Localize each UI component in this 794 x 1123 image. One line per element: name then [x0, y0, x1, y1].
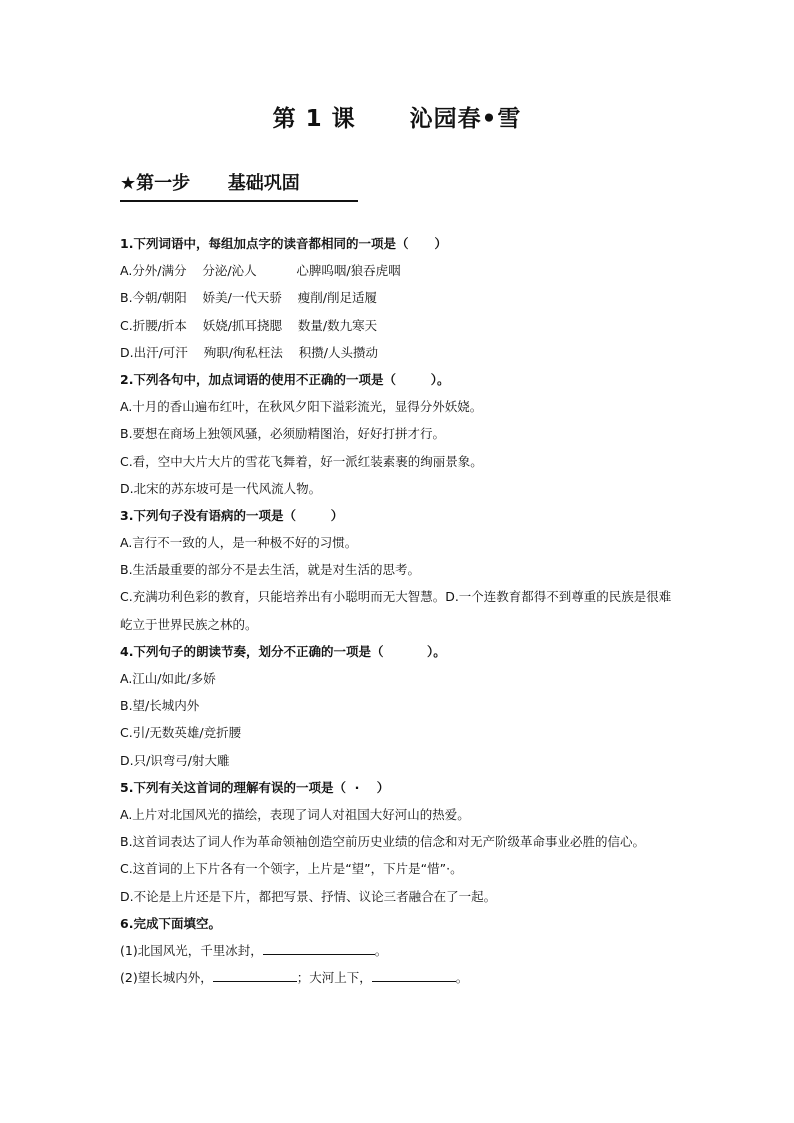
part-1-text: (1)北国风光，千里冰封，	[120, 942, 263, 958]
question-3-option-b: B.生活最重要的部分不是去生活，就是对生活的思考。	[120, 562, 421, 578]
question-5-option-d: D.不论是上片还是下片，都把写景、抒情、议论三者融合在了一起。	[120, 888, 497, 904]
part-1-end: 。	[374, 942, 388, 958]
question-2-stem: 2.下列各句中，加点词语的使用不正确的一项是（ ）。	[120, 371, 450, 387]
part-2-text: (2)望长城内外，	[120, 970, 213, 986]
question-5-option-a: A.上片对北国风光的描绘，表现了词人对祖国大好河山的热爱。	[120, 806, 470, 822]
question-5-stem: 5.下列有关这首词的理解有误的一项是（ · ）	[120, 779, 390, 795]
question-3-option-c-d: C.充满功利色彩的教育，只能培养出有小聪明而无大智慧。D.一个连教育都得不到尊重的民族是很难屹立于世界民族之林的。	[120, 589, 672, 632]
section-heading: ★第一步 基础巩固	[120, 173, 300, 194]
part-2-mid: ；大河上下，	[296, 970, 372, 986]
question-3-stem: 3.下列句子没有语病的一项是（ ）	[120, 507, 344, 523]
question-6-part-1	[120, 937, 680, 964]
question-1-option-d: D.出汗/可汗 殉职/徇私枉法 积攒/人头攒动	[120, 344, 379, 360]
question-1-stem: 1.下列词语中，每组加点字的读音都相同的一项是（ ）	[120, 236, 448, 251]
question-2-option-a: A.十月的香山遍布红叶，在秋风夕阳下溢彩流光，显得分外妖娆。	[120, 399, 483, 415]
question-2-option-d: D.北宋的苏东坡可是一代风流人物。	[120, 480, 322, 496]
question-1-option-c: C.折腰/折本 妖娆/抓耳挠腮 数量/数九寒天	[120, 317, 378, 333]
question-1-option-b: B.今朝/朝阳 娇美/一代天骄 瘦削/削足适履	[120, 290, 377, 306]
part-2-end: 。	[455, 970, 469, 986]
question-5-option-c: C.这首词的上下片各有一个领字，上片是“望”，下片是“惜”·。	[120, 861, 463, 877]
lesson-title: 第 1 课 沁园春•雪	[272, 106, 522, 132]
question-5-option-b: B.这首词表达了词人作为革命领袖创造空前历史业绩的信念和对无产阶级革命事业必胜的信心。	[120, 834, 646, 850]
question-6-part-2	[120, 964, 680, 991]
question-4-option-a: A.江山/如此/多娇	[120, 671, 216, 687]
section-underline	[120, 200, 358, 202]
question-4-stem: 4.下列句子的朗读节奏，划分不正确的一项是（ ）。	[120, 643, 446, 659]
exercise-content	[120, 230, 680, 991]
question-4-option-d: D.只/识弯弓/射大雕	[120, 752, 230, 768]
question-3-option-a: A.言行不一致的人，是一种极不好的习惯。	[120, 535, 358, 551]
answer-blank-2[interactable]	[213, 967, 297, 982]
question-2-option-c: C.看，空中大片大片的雪花飞舞着，好一派红装素裹的绚丽景象。	[120, 453, 483, 469]
answer-blank-1[interactable]	[263, 940, 375, 955]
question-1-option-a: A.分外/满分 分泌/沁人 心脾呜咽/狼吞虎咽	[120, 263, 401, 279]
question-4-option-c: C.引/无数英雄/竞折腰	[120, 725, 242, 741]
question-4-option-b: B.望/长城内外	[120, 698, 200, 714]
question-6-stem: 6.完成下面填空。	[120, 915, 221, 931]
answer-blank-3[interactable]	[372, 967, 456, 982]
question-2-option-b: B.要想在商场上独领风骚，必须励精图治，好好打拼才行。	[120, 426, 446, 442]
